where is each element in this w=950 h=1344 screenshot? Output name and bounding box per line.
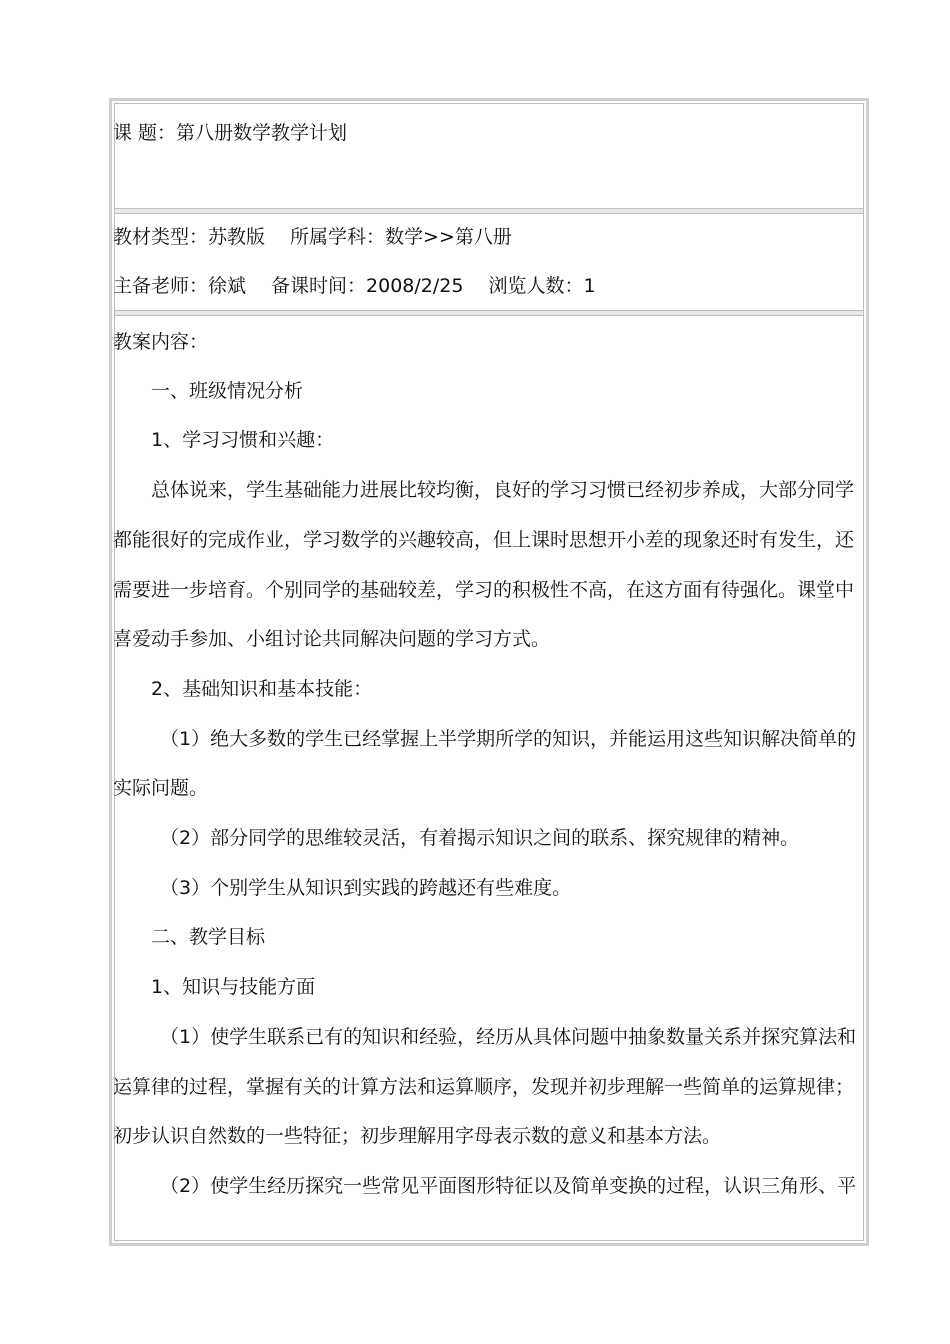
content-line: 总体说来，学生基础能力进展比较均衡，良好的学习习惯已经初步养成，大部分同学 [151,479,855,501]
content-line: （2）部分同学的思维较灵活，有着揭示知识之间的联系、探究规律的精神。 [160,827,800,849]
content-line: （1）使学生联系已有的知识和经验，经历从具体问题中抽象数量关系并探究算法和 [160,1026,857,1048]
content-line: 初步认识自然数的一些特征；初步理解用字母表示数的意义和基本方法。 [113,1125,722,1147]
content-line: （1）绝大多数的学生已经掌握上半学期所学的知识，并能运用这些知识解决简单的 [160,728,857,750]
content-line: 需要进一步培育。个别同学的基础较差，学习的积极性不高，在这方面有待强化。课堂中 [113,579,855,601]
content-line: 2、基础知识和基本技能： [151,678,373,700]
row-separator [115,208,863,214]
content-line: 喜爱动手参加、小组讨论共同解决问题的学习方式。 [113,628,551,650]
content-line: （2）使学生经历探究一些常见平面图形特征以及简单变换的过程，认识三角形、平 [160,1175,857,1197]
content-line: 实际问题。 [113,777,209,799]
info-line-material: 教材类型：苏教版 所属学科：数学>>第八册 [113,226,512,248]
content-line: 二、教学目标 [151,926,266,948]
content-heading: 教案内容： [113,331,209,353]
content-line: 1、知识与技能方面 [151,976,316,998]
row-separator [115,310,863,316]
content-line: 1、学习习惯和兴趣： [151,429,335,451]
content-line: （3）个别学生从知识到实践的跨越还有些难度。 [160,877,572,899]
content-line: 运算律的过程，掌握有关的计算方法和运算顺序，发现并初步理解一些简单的运算规律； [113,1076,855,1098]
info-line-teacher: 主备老师：徐斌 备课时间：2008/2/25 浏览人数：1 [113,275,596,297]
content-line: 都能很好的完成作业，学习数学的兴趣较高，但上课时思想开小差的现象还时有发生，还 [113,529,855,551]
lesson-title: 课 题：第八册数学教学计划 [113,122,348,144]
content-line: 一、班级情况分析 [151,380,304,402]
